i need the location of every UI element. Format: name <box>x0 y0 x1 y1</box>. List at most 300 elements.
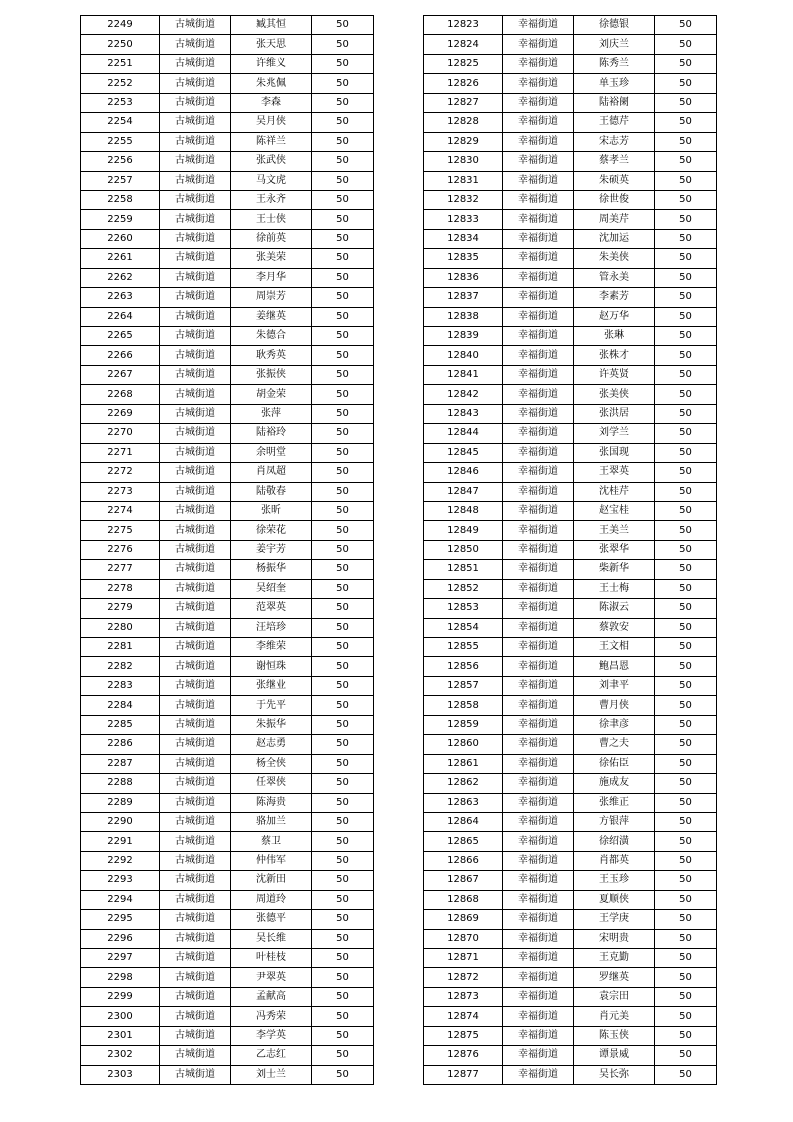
table-row <box>81 327 374 346</box>
street-cell: 幸福街道 <box>503 501 574 520</box>
table-row <box>424 190 717 209</box>
row-number-cell: 2293 <box>81 871 160 890</box>
amount-cell: 50 <box>655 754 717 773</box>
row-number-cell: 12857 <box>424 676 503 695</box>
street-cell: 古城街道 <box>160 307 231 326</box>
table-row <box>424 774 717 793</box>
amount-cell: 50 <box>312 268 374 287</box>
name-cell: 陈玉侠 <box>574 1026 655 1045</box>
row-number-cell: 12835 <box>424 249 503 268</box>
name-cell: 乙志红 <box>231 1046 312 1065</box>
row-number-cell: 2268 <box>81 385 160 404</box>
table-row <box>424 676 717 695</box>
street-cell: 幸福街道 <box>503 132 574 151</box>
row-number-cell: 12861 <box>424 754 503 773</box>
name-cell: 徐佑臣 <box>574 754 655 773</box>
row-number-cell: 2280 <box>81 618 160 637</box>
amount-cell: 50 <box>655 482 717 501</box>
name-cell: 徐荣花 <box>231 521 312 540</box>
table-row <box>424 385 717 404</box>
amount-cell: 50 <box>655 715 717 734</box>
amount-cell: 50 <box>312 676 374 695</box>
name-cell: 张武侠 <box>231 152 312 171</box>
name-cell: 朱兆佩 <box>231 74 312 93</box>
row-number-cell: 12829 <box>424 132 503 151</box>
row-number-cell: 2302 <box>81 1046 160 1065</box>
table-row <box>81 968 374 987</box>
name-cell: 刘聿平 <box>574 676 655 695</box>
row-number-cell: 2277 <box>81 560 160 579</box>
street-cell: 幸福街道 <box>503 638 574 657</box>
street-cell: 幸福街道 <box>503 618 574 637</box>
street-cell: 幸福街道 <box>503 987 574 1006</box>
table-row <box>81 93 374 112</box>
street-cell: 幸福街道 <box>503 657 574 676</box>
amount-cell: 50 <box>655 229 717 248</box>
row-number-cell: 2285 <box>81 715 160 734</box>
table-row <box>424 404 717 423</box>
row-number-cell: 12855 <box>424 638 503 657</box>
table-row <box>424 16 717 35</box>
row-number-cell: 12853 <box>424 599 503 618</box>
row-number-cell: 12842 <box>424 385 503 404</box>
name-cell: 沈加运 <box>574 229 655 248</box>
table-row <box>81 307 374 326</box>
row-number-cell: 12833 <box>424 210 503 229</box>
name-cell: 臧其恒 <box>231 16 312 35</box>
roster-table-left <box>80 15 374 1085</box>
row-number-cell: 2299 <box>81 987 160 1006</box>
name-cell: 张美荣 <box>231 249 312 268</box>
row-number-cell: 12848 <box>424 501 503 520</box>
table-row <box>424 35 717 54</box>
table-row <box>424 229 717 248</box>
amount-cell: 50 <box>655 560 717 579</box>
name-cell: 朱硕英 <box>574 171 655 190</box>
amount-cell: 50 <box>312 657 374 676</box>
amount-cell: 50 <box>655 443 717 462</box>
row-number-cell: 2259 <box>81 210 160 229</box>
table-row <box>81 754 374 773</box>
table-row <box>424 307 717 326</box>
name-cell: 陆裕玲 <box>231 424 312 443</box>
amount-cell: 50 <box>312 968 374 987</box>
table-row <box>424 1007 717 1026</box>
row-number-cell: 2291 <box>81 832 160 851</box>
name-cell: 肖元美 <box>574 1007 655 1026</box>
table-row <box>424 93 717 112</box>
street-cell: 古城街道 <box>160 113 231 132</box>
amount-cell: 50 <box>312 113 374 132</box>
street-cell: 幸福街道 <box>503 968 574 987</box>
amount-cell: 50 <box>312 35 374 54</box>
table-row <box>424 715 717 734</box>
table-row <box>424 910 717 929</box>
street-cell: 古城街道 <box>160 774 231 793</box>
street-cell: 古城街道 <box>160 735 231 754</box>
amount-cell: 50 <box>655 327 717 346</box>
amount-cell: 50 <box>312 210 374 229</box>
table-row <box>424 851 717 870</box>
name-cell: 张株才 <box>574 346 655 365</box>
row-number-cell: 12858 <box>424 696 503 715</box>
amount-cell: 50 <box>312 16 374 35</box>
amount-cell: 50 <box>312 812 374 831</box>
row-number-cell: 12840 <box>424 346 503 365</box>
street-cell: 古城街道 <box>160 657 231 676</box>
name-cell: 王翠英 <box>574 463 655 482</box>
street-cell: 古城街道 <box>160 424 231 443</box>
amount-cell: 50 <box>312 443 374 462</box>
row-number-cell: 2298 <box>81 968 160 987</box>
row-number-cell: 12836 <box>424 268 503 287</box>
amount-cell: 50 <box>312 910 374 929</box>
table-row <box>81 268 374 287</box>
name-cell: 张洪居 <box>574 404 655 423</box>
table-row <box>81 929 374 948</box>
row-number-cell: 2270 <box>81 424 160 443</box>
name-cell: 陈祥兰 <box>231 132 312 151</box>
street-cell: 古城街道 <box>160 929 231 948</box>
street-cell: 古城街道 <box>160 949 231 968</box>
row-number-cell: 12850 <box>424 540 503 559</box>
amount-cell: 50 <box>655 618 717 637</box>
table-row <box>424 968 717 987</box>
row-number-cell: 2286 <box>81 735 160 754</box>
table-row <box>424 54 717 73</box>
amount-cell: 50 <box>312 74 374 93</box>
amount-cell: 50 <box>655 832 717 851</box>
name-cell: 张维正 <box>574 793 655 812</box>
amount-cell: 50 <box>655 424 717 443</box>
table-row <box>424 793 717 812</box>
name-cell: 余明堂 <box>231 443 312 462</box>
table-row <box>81 890 374 909</box>
table-row <box>424 424 717 443</box>
street-cell: 古城街道 <box>160 715 231 734</box>
street-cell: 古城街道 <box>160 540 231 559</box>
name-cell: 李学英 <box>231 1026 312 1045</box>
street-cell: 幸福街道 <box>503 871 574 890</box>
row-number-cell: 2297 <box>81 949 160 968</box>
table-row <box>424 812 717 831</box>
amount-cell: 50 <box>312 327 374 346</box>
row-number-cell: 2294 <box>81 890 160 909</box>
row-number-cell: 12845 <box>424 443 503 462</box>
street-cell: 幸福街道 <box>503 715 574 734</box>
street-cell: 古城街道 <box>160 229 231 248</box>
street-cell: 幸福街道 <box>503 1046 574 1065</box>
name-cell: 张天思 <box>231 35 312 54</box>
amount-cell: 50 <box>312 851 374 870</box>
name-cell: 徐前英 <box>231 229 312 248</box>
table-row <box>81 229 374 248</box>
amount-cell: 50 <box>312 1046 374 1065</box>
row-number-cell: 2262 <box>81 268 160 287</box>
row-number-cell: 12856 <box>424 657 503 676</box>
row-number-cell: 12825 <box>424 54 503 73</box>
street-cell: 古城街道 <box>160 210 231 229</box>
name-cell: 王文相 <box>574 638 655 657</box>
row-number-cell: 2269 <box>81 404 160 423</box>
table-row <box>81 715 374 734</box>
amount-cell: 50 <box>655 152 717 171</box>
name-cell: 刘士兰 <box>231 1065 312 1084</box>
amount-cell: 50 <box>312 754 374 773</box>
row-number-cell: 12863 <box>424 793 503 812</box>
street-cell: 古城街道 <box>160 74 231 93</box>
name-cell: 王德芹 <box>574 113 655 132</box>
name-cell: 单玉珍 <box>574 74 655 93</box>
name-cell: 徐世俊 <box>574 190 655 209</box>
table-row <box>81 657 374 676</box>
amount-cell: 50 <box>655 638 717 657</box>
table-row <box>424 463 717 482</box>
street-cell: 古城街道 <box>160 599 231 618</box>
amount-cell: 50 <box>655 35 717 54</box>
row-number-cell: 2281 <box>81 638 160 657</box>
name-cell: 宋明贵 <box>574 929 655 948</box>
name-cell: 许维义 <box>231 54 312 73</box>
row-number-cell: 12839 <box>424 327 503 346</box>
name-cell: 陈海贵 <box>231 793 312 812</box>
amount-cell: 50 <box>655 190 717 209</box>
amount-cell: 50 <box>312 229 374 248</box>
table-row <box>81 774 374 793</box>
table-row <box>424 929 717 948</box>
amount-cell: 50 <box>655 307 717 326</box>
row-number-cell: 12873 <box>424 987 503 1006</box>
table-row <box>81 152 374 171</box>
table-row <box>81 346 374 365</box>
roster-table-right-body <box>424 16 717 1085</box>
row-number-cell: 2254 <box>81 113 160 132</box>
table-row <box>81 987 374 1006</box>
table-row <box>81 949 374 968</box>
amount-cell: 50 <box>312 404 374 423</box>
row-number-cell: 2289 <box>81 793 160 812</box>
amount-cell: 50 <box>655 812 717 831</box>
table-row <box>81 851 374 870</box>
amount-cell: 50 <box>655 463 717 482</box>
row-number-cell: 2275 <box>81 521 160 540</box>
table-row <box>424 871 717 890</box>
amount-cell: 50 <box>655 365 717 384</box>
street-cell: 古城街道 <box>160 676 231 695</box>
name-cell: 王玉珍 <box>574 871 655 890</box>
table-row <box>424 579 717 598</box>
name-cell: 吴长弥 <box>574 1065 655 1084</box>
amount-cell: 50 <box>655 949 717 968</box>
name-cell: 袁宗田 <box>574 987 655 1006</box>
street-cell: 幸福街道 <box>503 1026 574 1045</box>
amount-cell: 50 <box>655 1065 717 1084</box>
name-cell: 肖都英 <box>574 851 655 870</box>
name-cell: 沈桂芹 <box>574 482 655 501</box>
amount-cell: 50 <box>655 288 717 307</box>
name-cell: 方银萍 <box>574 812 655 831</box>
amount-cell: 50 <box>312 638 374 657</box>
table-row <box>424 152 717 171</box>
name-cell: 冯秀荣 <box>231 1007 312 1026</box>
table-row <box>424 501 717 520</box>
row-number-cell: 2264 <box>81 307 160 326</box>
row-number-cell: 2287 <box>81 754 160 773</box>
name-cell: 肖凤超 <box>231 463 312 482</box>
amount-cell: 50 <box>312 987 374 1006</box>
name-cell: 刘学兰 <box>574 424 655 443</box>
amount-cell: 50 <box>655 210 717 229</box>
amount-cell: 50 <box>655 1026 717 1045</box>
table-row <box>424 618 717 637</box>
amount-cell: 50 <box>655 793 717 812</box>
street-cell: 幸福街道 <box>503 152 574 171</box>
amount-cell: 50 <box>312 521 374 540</box>
table-row <box>424 987 717 1006</box>
street-cell: 幸福街道 <box>503 35 574 54</box>
table-row <box>424 657 717 676</box>
street-cell: 幸福街道 <box>503 171 574 190</box>
row-number-cell: 12843 <box>424 404 503 423</box>
name-cell: 李素芳 <box>574 288 655 307</box>
street-cell: 幸福街道 <box>503 463 574 482</box>
row-number-cell: 2255 <box>81 132 160 151</box>
amount-cell: 50 <box>655 987 717 1006</box>
table-row <box>424 890 717 909</box>
amount-cell: 50 <box>312 171 374 190</box>
row-number-cell: 2272 <box>81 463 160 482</box>
street-cell: 古城街道 <box>160 832 231 851</box>
name-cell: 吴月侠 <box>231 113 312 132</box>
amount-cell: 50 <box>655 132 717 151</box>
amount-cell: 50 <box>655 1007 717 1026</box>
street-cell: 古城街道 <box>160 851 231 870</box>
row-number-cell: 2301 <box>81 1026 160 1045</box>
amount-cell: 50 <box>312 346 374 365</box>
amount-cell: 50 <box>655 910 717 929</box>
street-cell: 幸福街道 <box>503 676 574 695</box>
table-row <box>424 1065 717 1084</box>
name-cell: 徐德银 <box>574 16 655 35</box>
table-row <box>424 560 717 579</box>
street-cell: 古城街道 <box>160 1065 231 1084</box>
street-cell: 幸福街道 <box>503 540 574 559</box>
table-row <box>424 249 717 268</box>
amount-cell: 50 <box>312 463 374 482</box>
table-row <box>81 132 374 151</box>
street-cell: 幸福街道 <box>503 210 574 229</box>
table-row <box>81 676 374 695</box>
amount-cell: 50 <box>312 93 374 112</box>
row-number-cell: 2250 <box>81 35 160 54</box>
name-cell: 张继业 <box>231 676 312 695</box>
row-number-cell: 2283 <box>81 676 160 695</box>
street-cell: 幸福街道 <box>503 190 574 209</box>
name-cell: 鲍昌恩 <box>574 657 655 676</box>
street-cell: 古城街道 <box>160 793 231 812</box>
row-number-cell: 12847 <box>424 482 503 501</box>
street-cell: 幸福街道 <box>503 327 574 346</box>
street-cell: 幸福街道 <box>503 54 574 73</box>
street-cell: 幸福街道 <box>503 249 574 268</box>
table-row <box>81 910 374 929</box>
table-row <box>81 832 374 851</box>
row-number-cell: 12868 <box>424 890 503 909</box>
street-cell: 幸福街道 <box>503 910 574 929</box>
table-row <box>424 171 717 190</box>
name-cell: 杨振华 <box>231 560 312 579</box>
row-number-cell: 2288 <box>81 774 160 793</box>
street-cell: 幸福街道 <box>503 560 574 579</box>
row-number-cell: 12872 <box>424 968 503 987</box>
street-cell: 幸福街道 <box>503 482 574 501</box>
table-row <box>81 210 374 229</box>
amount-cell: 50 <box>655 404 717 423</box>
row-number-cell: 12867 <box>424 871 503 890</box>
amount-cell: 50 <box>312 560 374 579</box>
table-row <box>81 560 374 579</box>
name-cell: 陆敬春 <box>231 482 312 501</box>
street-cell: 幸福街道 <box>503 268 574 287</box>
name-cell: 李维荣 <box>231 638 312 657</box>
amount-cell: 50 <box>655 851 717 870</box>
table-row <box>424 74 717 93</box>
name-cell: 王士梅 <box>574 579 655 598</box>
amount-cell: 50 <box>312 1026 374 1045</box>
name-cell: 蔡卫 <box>231 832 312 851</box>
amount-cell: 50 <box>655 385 717 404</box>
name-cell: 张德平 <box>231 910 312 929</box>
table-row <box>424 365 717 384</box>
name-cell: 胡金荣 <box>231 385 312 404</box>
amount-cell: 50 <box>655 113 717 132</box>
name-cell: 谢恒珠 <box>231 657 312 676</box>
row-number-cell: 12852 <box>424 579 503 598</box>
table-row <box>81 35 374 54</box>
amount-cell: 50 <box>655 774 717 793</box>
table-row <box>81 521 374 540</box>
street-cell: 幸福街道 <box>503 424 574 443</box>
row-number-cell: 12866 <box>424 851 503 870</box>
amount-cell: 50 <box>655 521 717 540</box>
table-row <box>424 1046 717 1065</box>
row-number-cell: 12826 <box>424 74 503 93</box>
name-cell: 宋志芳 <box>574 132 655 151</box>
table-row <box>81 599 374 618</box>
row-number-cell: 2276 <box>81 540 160 559</box>
amount-cell: 50 <box>655 968 717 987</box>
amount-cell: 50 <box>312 929 374 948</box>
row-number-cell: 12834 <box>424 229 503 248</box>
amount-cell: 50 <box>312 890 374 909</box>
amount-cell: 50 <box>655 696 717 715</box>
row-number-cell: 2261 <box>81 249 160 268</box>
name-cell: 赵万华 <box>574 307 655 326</box>
table-row <box>424 1026 717 1045</box>
street-cell: 幸福街道 <box>503 365 574 384</box>
street-cell: 古城街道 <box>160 93 231 112</box>
name-cell: 姜宇芳 <box>231 540 312 559</box>
row-number-cell: 2253 <box>81 93 160 112</box>
row-number-cell: 2252 <box>81 74 160 93</box>
street-cell: 古城街道 <box>160 871 231 890</box>
row-number-cell: 12830 <box>424 152 503 171</box>
amount-cell: 50 <box>312 1065 374 1084</box>
street-cell: 古城街道 <box>160 132 231 151</box>
table-row <box>81 871 374 890</box>
table-row <box>424 288 717 307</box>
name-cell: 徐绍潢 <box>574 832 655 851</box>
